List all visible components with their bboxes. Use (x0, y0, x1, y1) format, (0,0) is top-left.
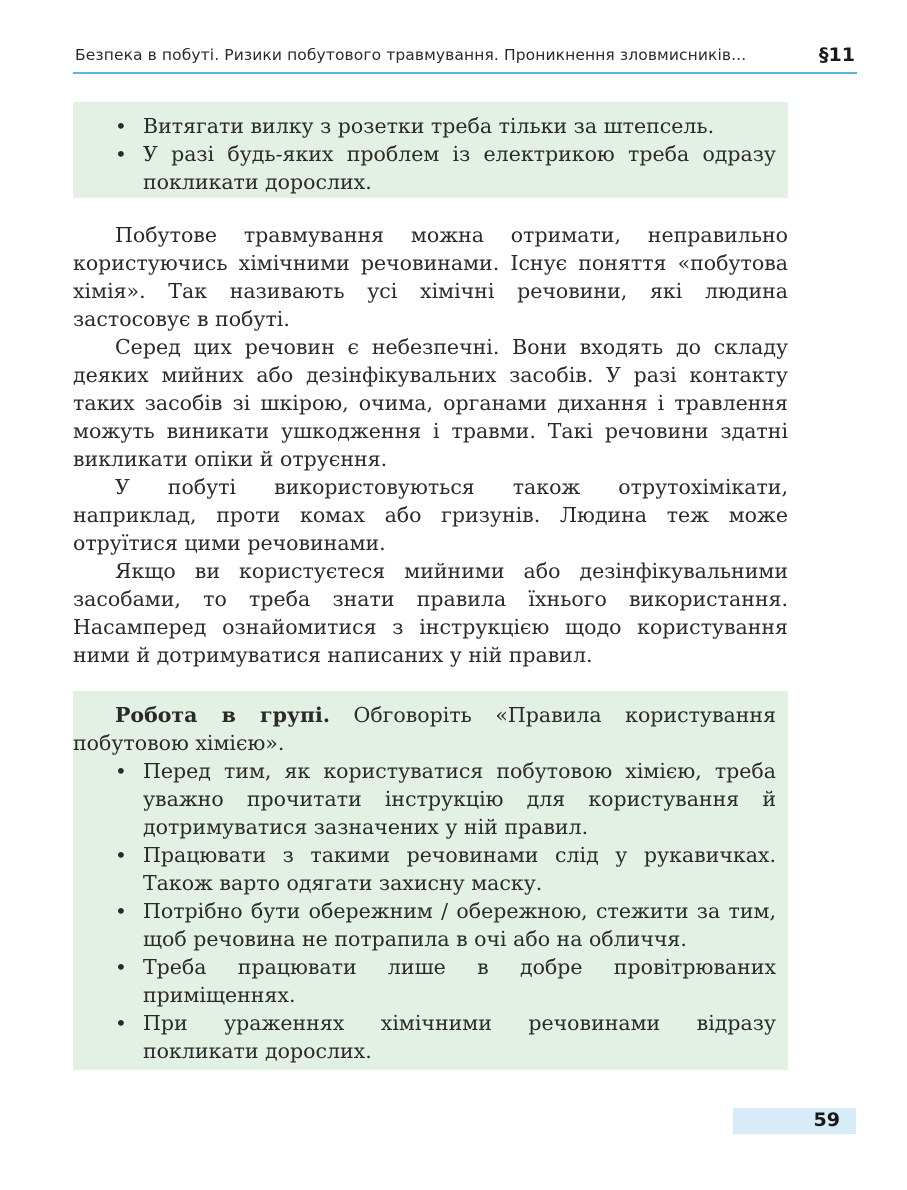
list-item-text: При ураженнях хімічними речовинами відразу покликати дорослих. (143, 1011, 776, 1063)
bullet-icon: • (115, 1011, 127, 1035)
paragraph: У побуті використовуються також отрутохімікати, наприклад, проти комах або гризунів. Людина теж може отруїтися цими речовинами. (73, 475, 788, 555)
list-item (113, 841, 776, 897)
group-work-intro (73, 701, 776, 757)
list-item (113, 140, 776, 196)
paragraph: Якщо ви користуєтеся мийними або дезінфікувальними засобами, то треба знати правила їхнього використання. Насамперед ознайомитися з інструкцією щодо користування ними й дотримуватися написаних у ній правил. (73, 559, 788, 667)
group-work-box (73, 691, 788, 1070)
bullet-icon: • (115, 142, 127, 166)
bullet-icon: • (115, 843, 127, 867)
list-item (113, 953, 776, 1009)
paragraph: Побутове травмування можна отримати, неправильно користуючись хімічними речовинами. Існує поняття «побутова хімія». Так називають усі хімічні речовини, які людина застосовує в побуті. (73, 223, 788, 331)
bullet-icon: • (115, 114, 127, 138)
electricity-rules-list (113, 112, 776, 196)
paragraph: Серед цих речовин є небезпечні. Вони входять до складу деяких мийних або дезінфікувальних засобів. У разі контакту таких засобів зі шкірою, очима, органами дихання і травлення можуть виникати ушкодження і травми. Такі речовини здатні викликати опіки й отруєння. (73, 335, 788, 471)
list-item (113, 757, 776, 841)
main-text (73, 221, 788, 669)
household-chemicals-rules-list (113, 757, 776, 1065)
bullet-icon: • (115, 899, 127, 923)
header-title: Безпека в побуті. Ризики побутового травмування. Проникнення зловмисників... (75, 46, 747, 64)
list-item-text: Треба працювати лише в добре провітрюваних приміщеннях. (143, 955, 776, 1007)
section-number: §11 (819, 44, 855, 66)
electricity-rules-box (73, 102, 788, 198)
page-number: 59 (813, 1109, 840, 1131)
list-item-text: Потрібно бути обережним / обережною, стежити за тим, щоб речовина не потрапила в очі або на обличчя. (143, 899, 776, 951)
bullet-icon: • (115, 955, 127, 979)
page-number-bar (733, 1108, 856, 1134)
list-item-text: У разі будь-яких проблем із електрикою треба одразу покликати дорослих. (143, 142, 776, 194)
list-item (113, 897, 776, 953)
group-work-task: Обговоріть «Правила користування побутовою хімією». (73, 703, 776, 755)
list-item-text: Перед тим, як користуватися побутовою хімією, треба уважно прочитати інструкцію для користування й дотримуватися зазначених у ній правил. (143, 759, 776, 839)
list-item-text: Витягати вилку з розетки треба тільки за штепсель. (143, 114, 715, 138)
group-work-heading: Робота в групі. (115, 703, 330, 727)
list-item (113, 1009, 776, 1065)
bullet-icon: • (115, 759, 127, 783)
list-item-text: Працювати з такими речовинами слід у рукавичках. Також варто одягати захисну маску. (143, 843, 776, 895)
running-header (73, 44, 857, 74)
list-item (113, 112, 776, 140)
